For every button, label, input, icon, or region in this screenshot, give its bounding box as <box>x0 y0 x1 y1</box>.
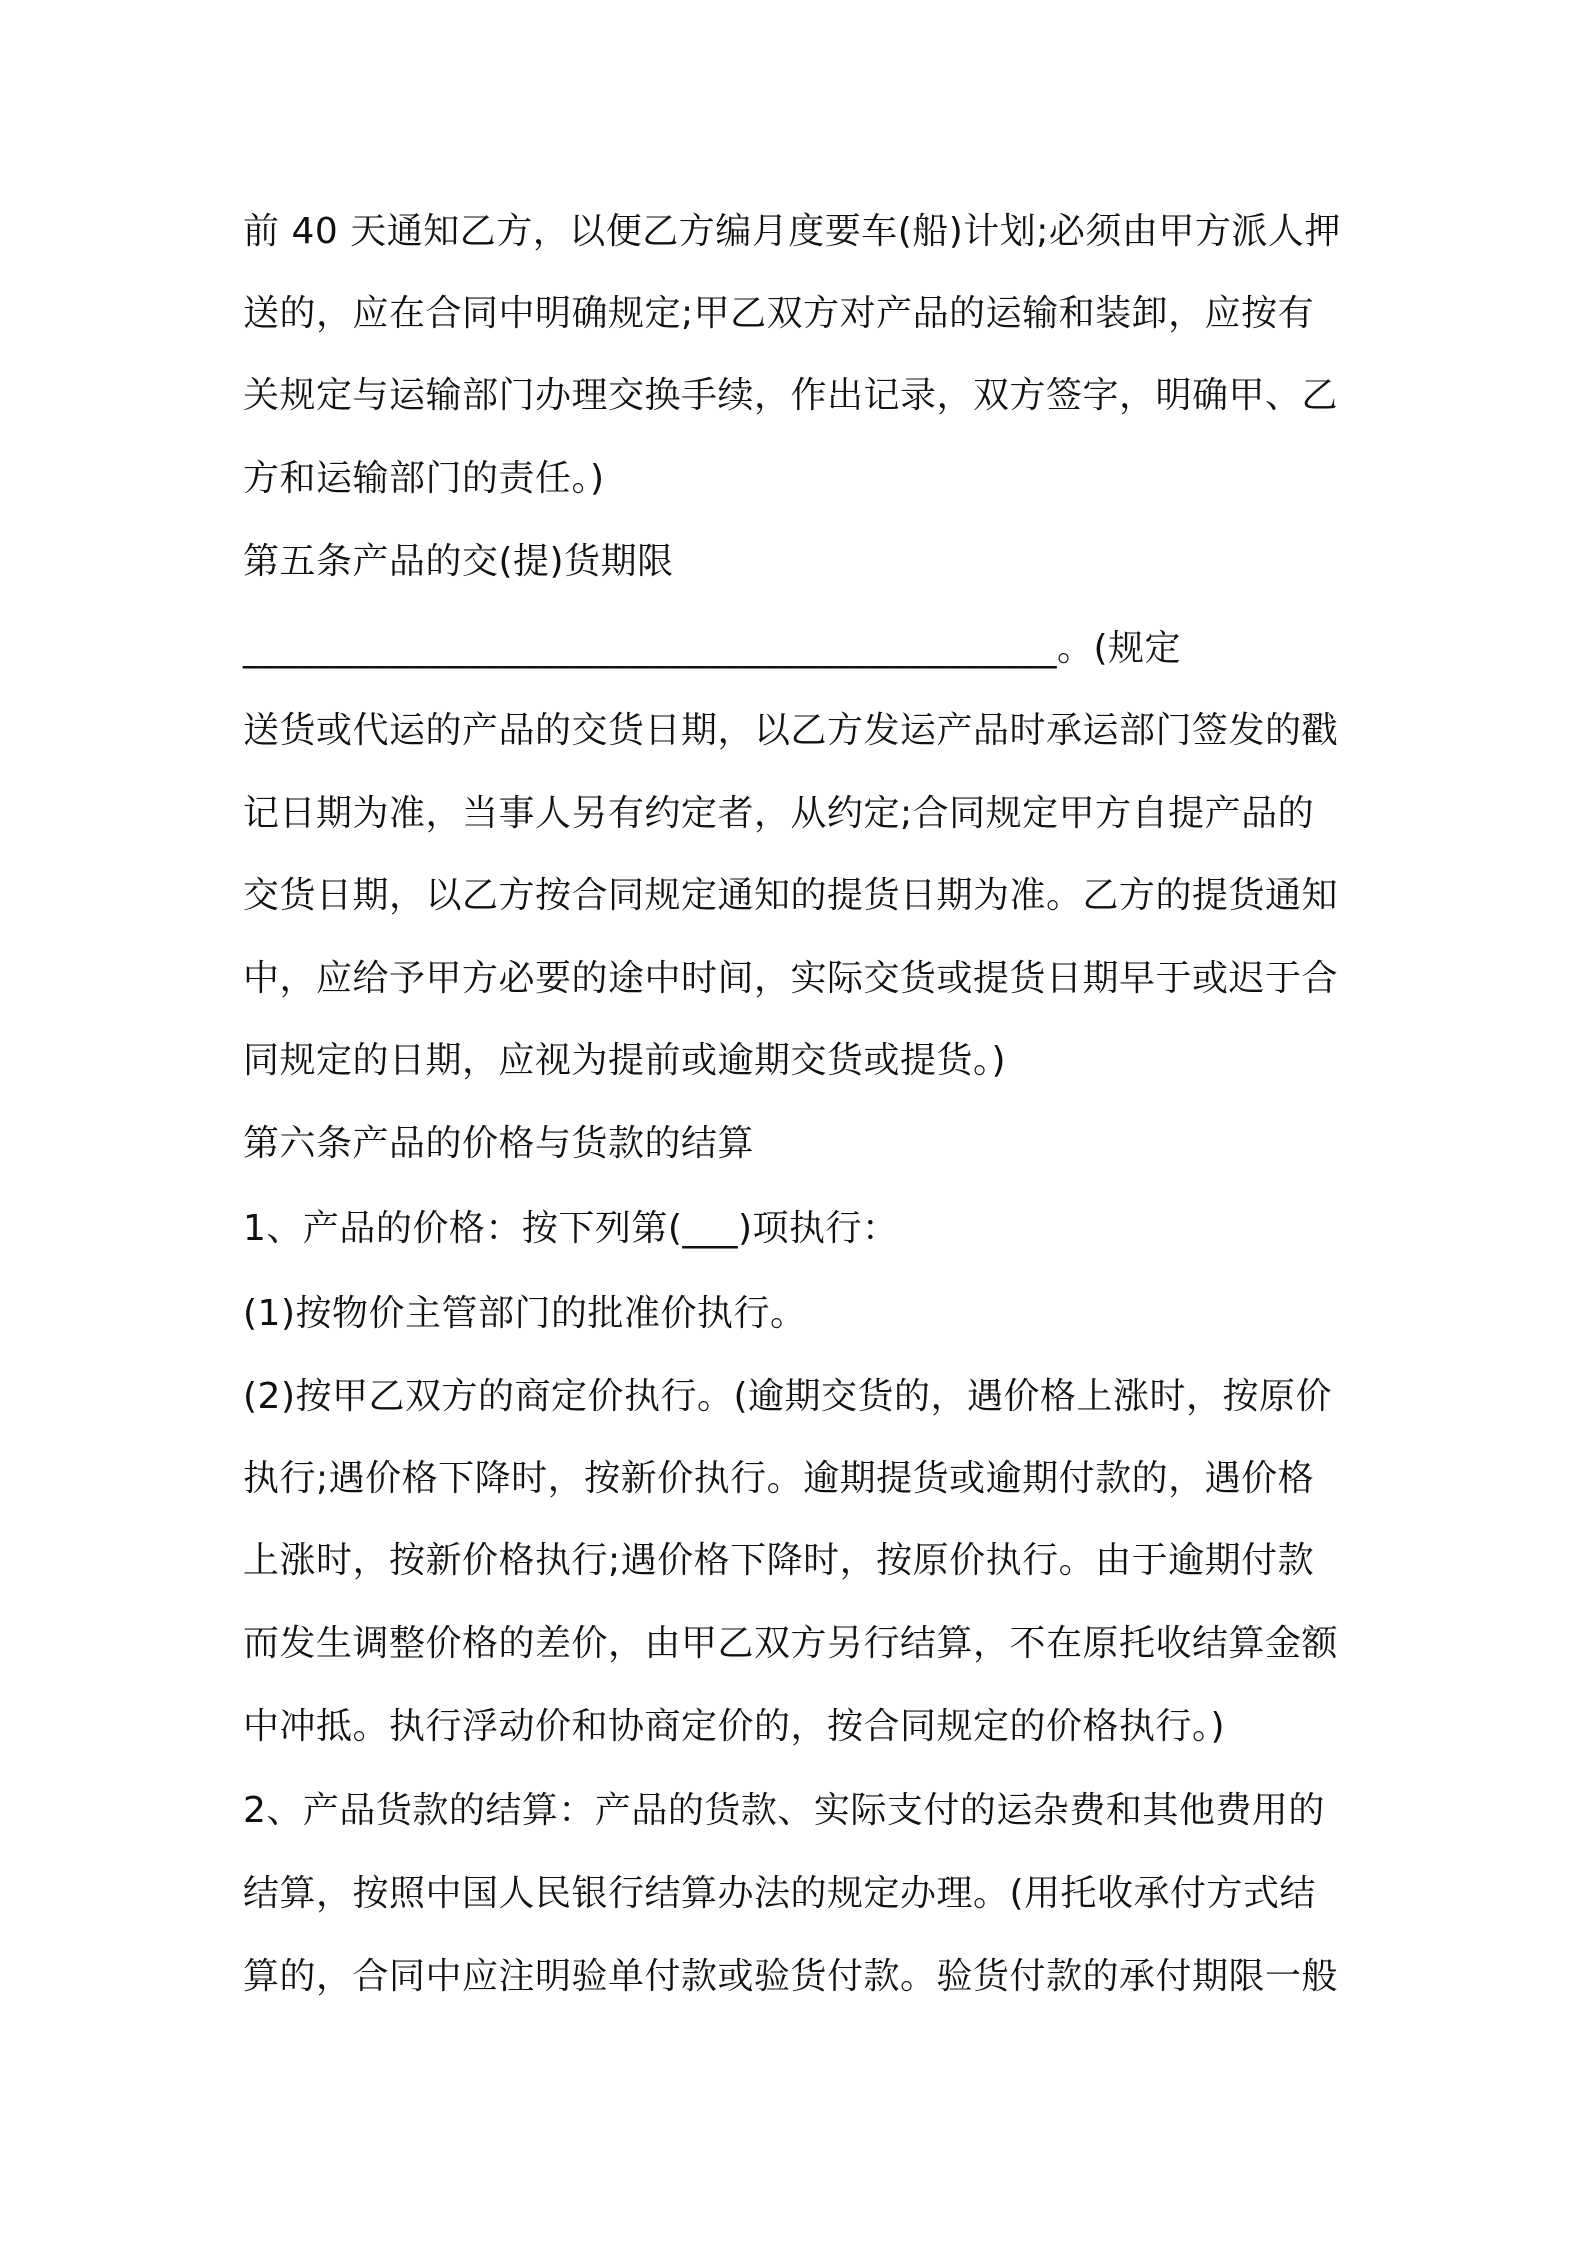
clause-item: 2、产品货款的结算：产品的货款、实际支付的运杂费和其他费用的 <box>243 1790 1325 1831</box>
text-line: 关规定与运输部门办理交换手续，作出记录，双方签字，明确甲、乙 <box>243 375 1339 416</box>
clause-item: (2)按甲乙双方的商定价执行。(逾期交货的，遇价格上涨时，按原价 <box>243 1376 1333 1417</box>
clause-item: (1)按物价主管部门的批准价执行。 <box>243 1293 807 1334</box>
text-line: 前 40 天通知乙方，以便乙方编月度要车(船)计划;必须由甲方派人押 <box>243 211 1341 252</box>
text-line: 送的，应在合同中明确规定;甲乙双方对产品的运输和装卸，应按有 <box>243 293 1315 334</box>
text-line: 上涨时，按新价格执行;遇价格下降时，按原价执行。由于逾期付款 <box>243 1540 1315 1581</box>
text-line: 算的，合同中应注明验单付款或验货付款。验货付款的承付期限一般 <box>243 1956 1339 1997</box>
text-line: 中，应给予甲方必要的途中时间，实际交货或提货日期早于或迟于合 <box>243 958 1339 999</box>
section-heading: 第五条产品的交(提)货期限 <box>243 541 674 582</box>
text-line: 交货日期，以乙方按合同规定通知的提货日期为准。乙方的提货通知 <box>243 875 1339 916</box>
section-heading: 第六条产品的价格与货款的结算 <box>243 1123 755 1164</box>
text-line: 而发生调整价格的差价，由甲乙双方另行结算，不在原托收结算金额 <box>243 1623 1339 1664</box>
text-line: 中冲抵。执行浮动价和协商定价的，按合同规定的价格执行。) <box>243 1706 1226 1747</box>
text-line: 方和运输部门的责任。) <box>243 458 605 499</box>
clause-item: 1、产品的价格：按下列第(___)项执行： <box>243 1208 899 1249</box>
text-line: 送货或代运的产品的交货日期，以乙方发运产品时承运部门签发的戳 <box>243 710 1339 751</box>
blank-fill-line: ____________________________________________。(规定 <box>243 628 1182 669</box>
text-line: 结算，按照中国人民银行结算办法的规定办理。(用托收承付方式结 <box>243 1873 1317 1914</box>
text-line: 记日期为准，当事人另有约定者，从约定;合同规定甲方自提产品的 <box>243 793 1315 834</box>
text-line: 执行;遇价格下降时，按新价执行。逾期提货或逾期付款的，遇价格 <box>243 1458 1315 1499</box>
text-line: 同规定的日期，应视为提前或逾期交货或提货。) <box>243 1040 1007 1081</box>
